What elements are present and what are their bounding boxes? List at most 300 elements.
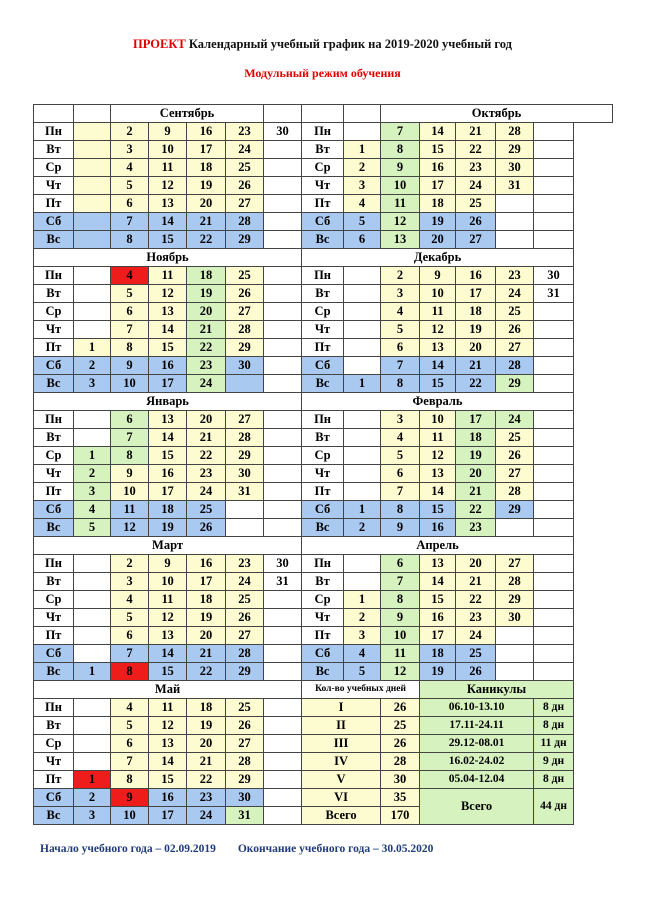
date-cell: 17 — [187, 141, 226, 159]
date-cell — [74, 699, 111, 717]
date-cell: 19 — [420, 663, 456, 681]
date-cell — [74, 141, 111, 159]
date-cell — [534, 609, 574, 627]
date-cell: 12 — [111, 519, 149, 537]
day-label-fri: Пт — [302, 483, 344, 501]
date-cell: 26 — [226, 717, 264, 735]
date-cell: 30 — [496, 609, 534, 627]
date-cell — [264, 483, 302, 501]
date-cell: 23 — [456, 609, 496, 627]
day-label-tue: Вт — [34, 429, 74, 447]
date-cell: 9 — [111, 357, 149, 375]
date-cell: 9 — [381, 609, 420, 627]
date-cell: 3 — [111, 573, 149, 591]
date-cell — [496, 519, 534, 537]
date-cell: 15 — [149, 663, 187, 681]
day-label-mon: Пн — [302, 267, 344, 285]
day-label-sun: Вс — [34, 663, 74, 681]
day-label-tue: Вт — [34, 573, 74, 591]
day-label-thu: Чт — [34, 609, 74, 627]
date-cell: 24 — [496, 411, 534, 429]
module-name: IV — [302, 753, 381, 771]
date-cell: 12 — [420, 447, 456, 465]
holidays-header: Каникулы — [420, 681, 574, 699]
date-cell: 15 — [420, 141, 456, 159]
date-cell: 23 — [187, 465, 226, 483]
date-cell: 6 — [381, 339, 420, 357]
date-cell — [264, 753, 302, 771]
date-cell: 19 — [187, 177, 226, 195]
day-label-tue: Вт — [34, 285, 74, 303]
day-label-fri: Пт — [34, 627, 74, 645]
date-cell: 1 — [344, 591, 381, 609]
date-cell: 31 — [264, 573, 302, 591]
day-label-thu: Чт — [302, 609, 344, 627]
module-days: 25 — [381, 717, 420, 735]
date-cell: 26 — [226, 177, 264, 195]
date-cell: 16 — [187, 123, 226, 141]
day-label-wed: Ср — [302, 591, 344, 609]
date-cell: 24 — [226, 141, 264, 159]
date-cell: 24 — [456, 627, 496, 645]
date-cell — [264, 285, 302, 303]
holiday-duration: 8 дн — [534, 771, 574, 789]
date-cell: 4 — [344, 645, 381, 663]
date-cell — [264, 429, 302, 447]
date-cell: 8 — [381, 501, 420, 519]
table-row — [34, 771, 613, 789]
date-cell: 5 — [111, 177, 149, 195]
date-cell — [74, 177, 111, 195]
date-cell — [344, 465, 381, 483]
date-cell: 3 — [381, 285, 420, 303]
date-cell: 1 — [344, 141, 381, 159]
module-name: V — [302, 771, 381, 789]
date-cell: 25 — [226, 159, 264, 177]
day-label-wed: Ср — [34, 735, 74, 753]
date-cell: 7 — [111, 213, 149, 231]
date-cell — [344, 411, 381, 429]
date-cell: 8 — [111, 339, 149, 357]
date-cell: 9 — [149, 123, 187, 141]
date-cell — [534, 447, 574, 465]
date-cell — [264, 339, 302, 357]
table-row — [34, 573, 613, 591]
date-cell: 29 — [496, 501, 534, 519]
date-cell — [496, 645, 534, 663]
date-cell: 29 — [226, 231, 264, 249]
table-row — [34, 645, 613, 663]
table-row — [34, 159, 613, 177]
date-cell: 24 — [456, 177, 496, 195]
date-cell: 11 — [111, 501, 149, 519]
date-cell: 11 — [381, 645, 420, 663]
table-row — [34, 735, 613, 753]
date-cell: 29 — [496, 141, 534, 159]
day-label-sun: Вс — [34, 519, 74, 537]
date-cell: 6 — [381, 555, 420, 573]
date-cell: 23 — [456, 519, 496, 537]
date-cell: 23 — [187, 357, 226, 375]
month-name: Сентябрь — [111, 105, 264, 123]
date-cell: 16 — [187, 555, 226, 573]
date-cell — [344, 321, 381, 339]
date-cell: 6 — [381, 465, 420, 483]
date-cell: 16 — [149, 357, 187, 375]
date-cell: 8 — [111, 231, 149, 249]
date-cell: 25 — [456, 195, 496, 213]
date-cell: 26 — [496, 447, 534, 465]
date-cell — [534, 663, 574, 681]
date-cell: 2 — [74, 357, 111, 375]
holiday-period: 17.11-24.11 — [420, 717, 534, 735]
table-row — [34, 321, 613, 339]
day-label-sun: Вс — [302, 519, 344, 537]
date-cell: 17 — [149, 375, 187, 393]
date-cell: 5 — [344, 213, 381, 231]
date-cell: 1 — [74, 663, 111, 681]
date-cell: 28 — [496, 357, 534, 375]
date-cell: 26 — [226, 285, 264, 303]
day-label-thu: Чт — [302, 177, 344, 195]
day-label-thu: Чт — [34, 753, 74, 771]
date-cell: 2 — [344, 609, 381, 627]
day-label-wed: Ср — [34, 159, 74, 177]
date-cell: 2 — [111, 123, 149, 141]
day-label-wed: Ср — [302, 159, 344, 177]
date-cell: 30 — [226, 357, 264, 375]
holiday-duration: 8 дн — [534, 699, 574, 717]
day-label-fri: Пт — [302, 339, 344, 357]
date-cell: 8 — [381, 591, 420, 609]
date-cell — [264, 627, 302, 645]
date-cell: 20 — [187, 195, 226, 213]
date-cell — [74, 213, 111, 231]
date-cell — [534, 123, 574, 141]
date-cell: 2 — [74, 789, 111, 807]
table-row — [34, 555, 613, 573]
date-cell: 23 — [226, 555, 264, 573]
blank-cell — [302, 105, 344, 123]
day-label-wed: Ср — [34, 303, 74, 321]
date-cell: 20 — [420, 231, 456, 249]
date-cell: 21 — [456, 123, 496, 141]
date-cell: 10 — [111, 375, 149, 393]
table-row — [34, 627, 613, 645]
date-cell — [74, 609, 111, 627]
date-cell — [344, 573, 381, 591]
date-cell: 11 — [420, 429, 456, 447]
date-cell: 30 — [226, 789, 264, 807]
date-cell — [534, 195, 574, 213]
date-cell: 12 — [149, 177, 187, 195]
date-cell — [74, 195, 111, 213]
date-cell: 15 — [420, 375, 456, 393]
date-cell: 22 — [187, 771, 226, 789]
date-cell: 28 — [226, 429, 264, 447]
date-cell — [74, 627, 111, 645]
day-label-fri: Пт — [302, 195, 344, 213]
day-label-fri: Пт — [34, 339, 74, 357]
page-subtitle: Модульный режим обучения — [244, 66, 401, 80]
date-cell: 28 — [496, 123, 534, 141]
date-cell: 6 — [111, 195, 149, 213]
date-cell: 12 — [420, 321, 456, 339]
date-cell: 22 — [456, 375, 496, 393]
date-cell — [534, 339, 574, 357]
date-cell — [534, 177, 574, 195]
date-cell — [534, 141, 574, 159]
date-cell: 13 — [149, 735, 187, 753]
date-cell — [496, 231, 534, 249]
date-cell — [74, 123, 111, 141]
day-label-mon: Пн — [302, 123, 344, 141]
date-cell: 31 — [496, 177, 534, 195]
date-cell: 21 — [187, 321, 226, 339]
day-label-thu: Чт — [34, 465, 74, 483]
day-label-wed: Ср — [302, 303, 344, 321]
date-cell: 15 — [420, 501, 456, 519]
date-cell: 27 — [226, 627, 264, 645]
day-label-tue: Вт — [302, 573, 344, 591]
table-row — [34, 753, 613, 771]
date-cell: 3 — [344, 177, 381, 195]
date-cell: 1 — [344, 375, 381, 393]
date-cell: 6 — [344, 231, 381, 249]
table-row — [34, 717, 613, 735]
date-cell: 14 — [149, 321, 187, 339]
table-row — [34, 177, 613, 195]
date-cell — [344, 357, 381, 375]
date-cell: 31 — [226, 807, 264, 825]
holiday-duration: 11 дн — [534, 735, 574, 753]
date-cell — [264, 519, 302, 537]
date-cell: 26 — [456, 663, 496, 681]
date-cell: 14 — [420, 483, 456, 501]
date-cell: 29 — [226, 771, 264, 789]
date-cell — [226, 501, 264, 519]
date-cell: 18 — [187, 699, 226, 717]
date-cell: 22 — [187, 663, 226, 681]
day-label-tue: Вт — [34, 717, 74, 735]
module-days: 30 — [381, 771, 420, 789]
date-cell: 15 — [149, 447, 187, 465]
date-cell: 10 — [381, 627, 420, 645]
date-cell — [344, 447, 381, 465]
day-label-tue: Вт — [34, 141, 74, 159]
date-cell: 15 — [149, 771, 187, 789]
holidays-total: 44 дн — [534, 789, 574, 825]
date-cell: 28 — [226, 321, 264, 339]
day-label-thu: Чт — [34, 177, 74, 195]
date-cell: 13 — [149, 627, 187, 645]
date-cell: 13 — [149, 303, 187, 321]
date-cell: 24 — [187, 483, 226, 501]
date-cell — [74, 159, 111, 177]
module-days: 28 — [381, 753, 420, 771]
month-name: Декабрь — [302, 249, 574, 267]
date-cell: 30 — [226, 465, 264, 483]
date-cell: 30 — [264, 555, 302, 573]
date-cell: 29 — [226, 663, 264, 681]
day-label-mon: Пн — [302, 411, 344, 429]
date-cell: 14 — [149, 753, 187, 771]
date-cell: 17 — [456, 285, 496, 303]
day-label-fri: Пт — [302, 627, 344, 645]
date-cell — [344, 285, 381, 303]
table-row — [34, 411, 613, 429]
date-cell: 27 — [226, 735, 264, 753]
date-cell: 18 — [456, 303, 496, 321]
date-cell: 10 — [420, 411, 456, 429]
date-cell — [226, 519, 264, 537]
date-cell: 5 — [74, 519, 111, 537]
date-cell: 30 — [496, 159, 534, 177]
day-label-sun: Вс — [302, 663, 344, 681]
date-cell: 3 — [74, 807, 111, 825]
day-label-thu: Чт — [302, 321, 344, 339]
date-cell: 7 — [111, 645, 149, 663]
table-row — [34, 339, 613, 357]
date-cell: 19 — [187, 717, 226, 735]
date-cell — [264, 141, 302, 159]
date-cell — [264, 195, 302, 213]
table-row — [34, 123, 613, 141]
date-cell — [264, 177, 302, 195]
date-cell: 10 — [381, 177, 420, 195]
date-cell: 14 — [420, 357, 456, 375]
date-cell — [264, 789, 302, 807]
day-label-mon: Пн — [34, 699, 74, 717]
date-cell: 5 — [381, 447, 420, 465]
date-cell — [74, 267, 111, 285]
holiday-period: 06.10-13.10 — [420, 699, 534, 717]
date-cell: 18 — [187, 159, 226, 177]
date-cell: 20 — [187, 627, 226, 645]
table-row — [34, 789, 613, 807]
date-cell — [264, 591, 302, 609]
date-cell — [226, 375, 264, 393]
date-cell — [264, 609, 302, 627]
date-cell: 13 — [381, 231, 420, 249]
table-row — [34, 429, 613, 447]
date-cell: 27 — [496, 555, 534, 573]
date-cell: 5 — [344, 663, 381, 681]
date-cell: 21 — [456, 573, 496, 591]
date-cell — [264, 807, 302, 825]
month-name: Январь — [34, 393, 302, 411]
blank-cell — [34, 105, 74, 123]
date-cell: 5 — [111, 717, 149, 735]
date-cell: 21 — [187, 753, 226, 771]
date-cell — [344, 303, 381, 321]
date-cell: 24 — [226, 573, 264, 591]
date-cell — [534, 429, 574, 447]
date-cell: 8 — [111, 447, 149, 465]
date-cell: 6 — [111, 735, 149, 753]
date-cell: 31 — [534, 285, 574, 303]
date-cell: 13 — [420, 339, 456, 357]
date-cell: 17 — [187, 573, 226, 591]
date-cell: 10 — [420, 285, 456, 303]
date-cell — [74, 717, 111, 735]
date-cell: 17 — [149, 807, 187, 825]
date-cell: 16 — [149, 465, 187, 483]
date-cell: 2 — [344, 159, 381, 177]
table-row — [34, 303, 613, 321]
date-cell — [534, 231, 574, 249]
date-cell — [74, 555, 111, 573]
date-cell: 15 — [149, 339, 187, 357]
date-cell: 22 — [456, 501, 496, 519]
module-name: II — [302, 717, 381, 735]
table-row — [34, 267, 613, 285]
module-days: 26 — [381, 699, 420, 717]
table-row — [34, 375, 613, 393]
date-cell — [74, 591, 111, 609]
date-cell: 20 — [187, 303, 226, 321]
date-cell: 14 — [420, 123, 456, 141]
date-cell: 26 — [226, 609, 264, 627]
date-cell: 23 — [456, 159, 496, 177]
day-label-fri: Пт — [34, 483, 74, 501]
date-cell: 18 — [187, 267, 226, 285]
date-cell: 11 — [149, 591, 187, 609]
date-cell: 23 — [187, 789, 226, 807]
day-label-fri: Пт — [34, 195, 74, 213]
date-cell: 8 — [111, 663, 149, 681]
date-cell — [264, 357, 302, 375]
date-cell: 28 — [226, 753, 264, 771]
day-label-sat: Сб — [302, 501, 344, 519]
date-cell: 29 — [496, 591, 534, 609]
date-cell — [264, 699, 302, 717]
day-label-tue: Вт — [302, 285, 344, 303]
school-year-start: Начало учебного года – 02.09.2019 — [40, 843, 216, 855]
blank-cell — [74, 105, 111, 123]
date-cell — [264, 159, 302, 177]
date-cell: 7 — [381, 123, 420, 141]
date-cell: 13 — [420, 465, 456, 483]
date-cell: 17 — [420, 177, 456, 195]
date-cell — [74, 645, 111, 663]
table-row — [34, 285, 613, 303]
date-cell: 1 — [344, 501, 381, 519]
day-label-mon: Пн — [34, 267, 74, 285]
date-cell — [534, 627, 574, 645]
date-cell: 8 — [381, 141, 420, 159]
module-name: I — [302, 699, 381, 717]
table-row — [34, 609, 613, 627]
project-label: ПРОЕКТ — [133, 37, 186, 51]
table-row — [34, 357, 613, 375]
date-cell: 28 — [226, 645, 264, 663]
day-label-tue: Вт — [302, 141, 344, 159]
school-year-end: Окончание учебного года – 30.05.2020 — [237, 843, 434, 855]
table-row — [34, 447, 613, 465]
date-cell: 29 — [226, 447, 264, 465]
date-cell: 23 — [226, 123, 264, 141]
date-cell — [264, 771, 302, 789]
date-cell — [534, 483, 574, 501]
date-cell: 7 — [111, 753, 149, 771]
holiday-period: 05.04-12.04 — [420, 771, 534, 789]
date-cell: 12 — [149, 285, 187, 303]
date-cell: 18 — [149, 501, 187, 519]
date-cell: 7 — [381, 483, 420, 501]
date-cell: 21 — [456, 483, 496, 501]
date-cell: 20 — [456, 555, 496, 573]
